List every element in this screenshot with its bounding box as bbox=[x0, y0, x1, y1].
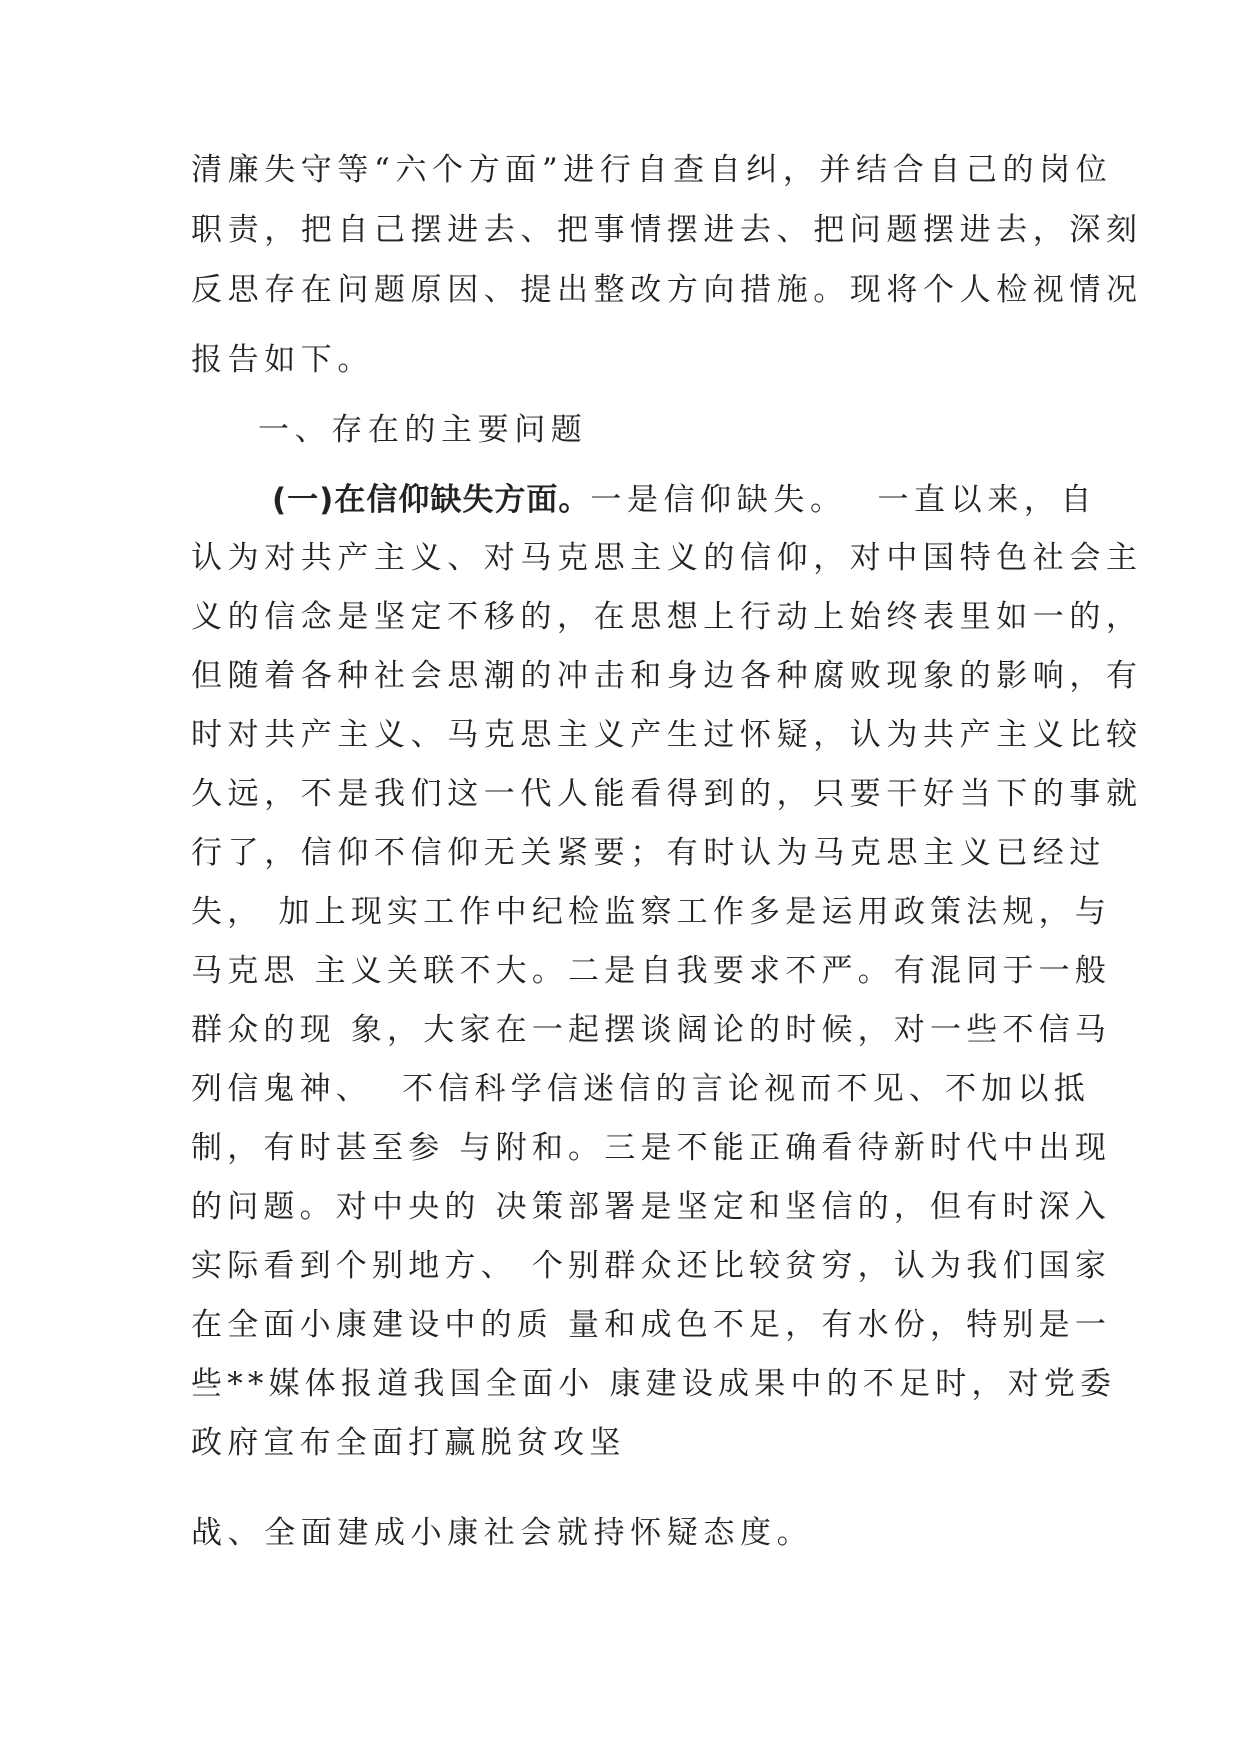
subsection-title: (一)在信仰缺失方面。 bbox=[272, 482, 591, 518]
intro-line-4: 报告如下。 bbox=[191, 342, 374, 378]
intro-line-1: 清廉失守等“六个方面”进行自查自纠，并结合自己的岗位 bbox=[191, 152, 1113, 188]
body-line-3: 但随着各种社会思潮的冲击和身边各种腐败现象的影响，有 bbox=[191, 658, 1143, 694]
body-line-15: 些**媒体报道我国全面小 康建设成果中的不足时，对党委 bbox=[191, 1366, 1117, 1402]
body-line-10: 列信鬼神、 不信科学信迷信的言论视而不见、不加以抵 bbox=[191, 1071, 1090, 1107]
body-line-4: 时对共产主义、马克思主义产生过怀疑，认为共产主义比较 bbox=[191, 717, 1143, 753]
body-line-1: 认为对共产主义、对马克思主义的信仰，对中国特色社会主 bbox=[191, 540, 1143, 576]
body-line-11: 制，有时甚至参 与附和。三是不能正确看待新时代中出现 bbox=[191, 1130, 1112, 1166]
body-line-16: 政府宣布全面打赢脱贫攻坚 bbox=[191, 1425, 626, 1461]
subsection-first-line-rest: 一是信仰缺失。 一直以来，自 bbox=[590, 482, 1098, 518]
body-line-6: 行了，信仰不信仰无关紧要；有时认为马克思主义已经过 bbox=[191, 835, 1106, 871]
body-line-12: 的问题。对中央的 决策部署是坚定和坚信的，但有时深入 bbox=[191, 1189, 1112, 1225]
body-line-5: 久远，不是我们这一代人能看得到的，只要干好当下的事就 bbox=[191, 776, 1143, 812]
subsection-first-line bbox=[272, 480, 1097, 520]
body-line-13: 实际看到个别地方、 个别群众还比较贫穷，认为我们国家 bbox=[191, 1248, 1112, 1284]
intro-line-2: 职责，把自己摆进去、把事情摆进去、把问题摆进去，深刻 bbox=[191, 212, 1143, 248]
body-line-7: 失， 加上现实工作中纪检监察工作多是运用政策法规，与 bbox=[191, 894, 1112, 930]
body-line-14: 在全面小康建设中的质 量和成色不足，有水份，特别是一 bbox=[191, 1307, 1112, 1343]
section-heading: 一、存在的主要问题 bbox=[258, 412, 588, 448]
closing-line: 战、全面建成小康社会就持怀疑态度。 bbox=[191, 1515, 814, 1551]
body-line-8: 马克思 主义关联不大。二是自我要求不严。有混同于一般 bbox=[191, 953, 1112, 989]
body-line-2: 义的信念是坚定不移的，在思想上行动上始终表里如一的， bbox=[191, 599, 1143, 635]
body-line-9: 群众的现 象，大家在一起摆谈阔论的时候，对一些不信马 bbox=[191, 1012, 1112, 1048]
intro-line-3: 反思存在问题原因、提出整改方向措施。现将个人检视情况 bbox=[191, 272, 1143, 308]
